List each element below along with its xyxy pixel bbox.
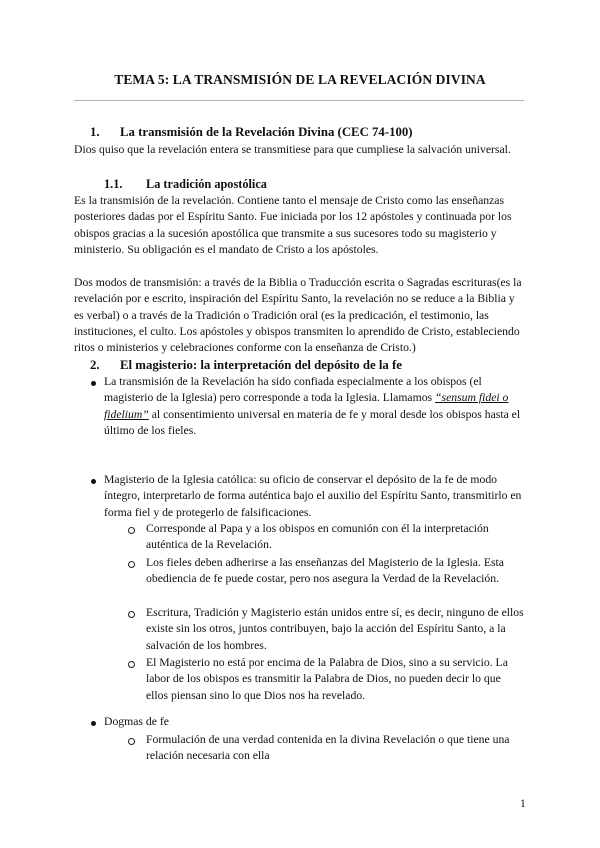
sub-item-faithful: Los fieles deben adherirse a las enseñanzas del Magisterio de la Iglesia. Esta obediencia de fe puede costar, pero nos asegura la Verdad de la Revelación. <box>146 556 504 586</box>
subsection-1-1-number: 1.1. <box>104 177 123 191</box>
section-1-heading <box>90 124 413 140</box>
transmission-modes-paragraph: Dos modos de transmisión: a través de la Biblia o Traducción escrita o Sagradas escrituras(es la revelación por e escrito, inspiración del Espíritu Santo, la revelación no se reduce a la Biblia y es verbal) o a través de la Tradición o Tradición oral (es la predicación, el testimonio, las instituciones, el culto. Los apóstoles y obispos transmiten lo aprendido de Cristo, estableciendo ritos o ministerios y celebraciones conforme con la enseñanza de Cristo.) <box>74 276 522 355</box>
sub-bullet-circle <box>128 661 135 668</box>
tradition-paragraph: Es la transmisión de la revelación. Contiene tanto el mensaje de Cristo como las enseñanzas posteriores dadas por el Espíritu Santo. Fue iniciada por los 12 apóstoles y continuada por los obispos gracias a la sucesión apostólica que transmite a sus sucesores todo su magisterio y ministerio. Su obligación es el mandato de Cristo a los apóstoles. <box>74 194 512 256</box>
page-number: 1 <box>520 798 526 810</box>
sub-bullet-circle <box>128 611 135 618</box>
sub-item-word-of-god: El Magisterio no está por encima de la Palabra de Dios, sino a su servicio. La labor de los obispos es transmitir la Palabra de Dios, no pueden decir lo que ellos piensan sino lo que Dios nos ha revelado. <box>146 656 508 702</box>
bullet-magisterium: Magisterio de la Iglesia católica: su oficio de conservar el depósito de la fe de modo íntegro, interpretarlo de forma auténtica bajo el auxilio del Espíritu Santo, transmitirlo en forma fiel y de protegerlo de falsificaciones. <box>104 473 522 519</box>
sub-item-dogma-definition: Formulación de una verdad contenida en la divina Revelación o que tiene una relación necesaria con ella <box>146 733 510 763</box>
document-title: TEMA 5: LA TRANSMISIÓN DE LA REVELACIÓN DIVINA <box>114 72 486 87</box>
sub-bullet-circle <box>128 561 135 568</box>
subsection-1-1-title: La tradición apostólica <box>146 177 267 191</box>
section-1-number: 1. <box>90 125 100 139</box>
section-2-number: 2. <box>90 358 100 372</box>
bullet-transmission-text: La transmisión de la Revelación ha sido confiada especialmente a los obispos (el magisterio de la Iglesia) pero corresponde a toda la Iglesia. Llamamos <box>104 375 482 405</box>
section-1-intro: Dios quiso que la revelación entera se transmitiese para que cumpliese la salvación universal. <box>74 143 511 156</box>
bullet-dot <box>91 721 96 726</box>
bullet-transmission-text-end: al consentimiento universal en materia de fe y moral desde los obispos hasta el último de los fieles. <box>104 407 521 437</box>
bullet-transmission <box>104 374 524 439</box>
section-2-title: El magisterio: la interpretación del depósito de la fe <box>120 358 402 372</box>
sensum-fidei-term: “sensum fidei o fidelium” <box>104 391 509 421</box>
section-2-heading <box>90 357 402 373</box>
bullet-dot <box>91 381 96 386</box>
sub-item-pope-bishops: Corresponde al Papa y a los obispos en comunión con él la interpretación auténtica de la Revelación. <box>146 522 489 552</box>
section-1-title: La transmisión de la Revelación Divina (CEC 74-100) <box>120 125 413 139</box>
bullet-dot <box>91 479 96 484</box>
sub-bullet-circle <box>128 527 135 534</box>
title-divider <box>74 100 524 101</box>
subsection-1-1-heading <box>104 176 267 192</box>
sub-bullet-circle <box>128 738 135 745</box>
bullet-dogmas: Dogmas de fe <box>104 715 169 728</box>
sub-item-scripture-tradition: Escritura, Tradición y Magisterio están unidos entre sí, es decir, ninguno de ellos existe sin los otros, juntos contribuyen, bajo la acción del Espíritu Santo, a la salvación de los hombres. <box>146 606 524 652</box>
